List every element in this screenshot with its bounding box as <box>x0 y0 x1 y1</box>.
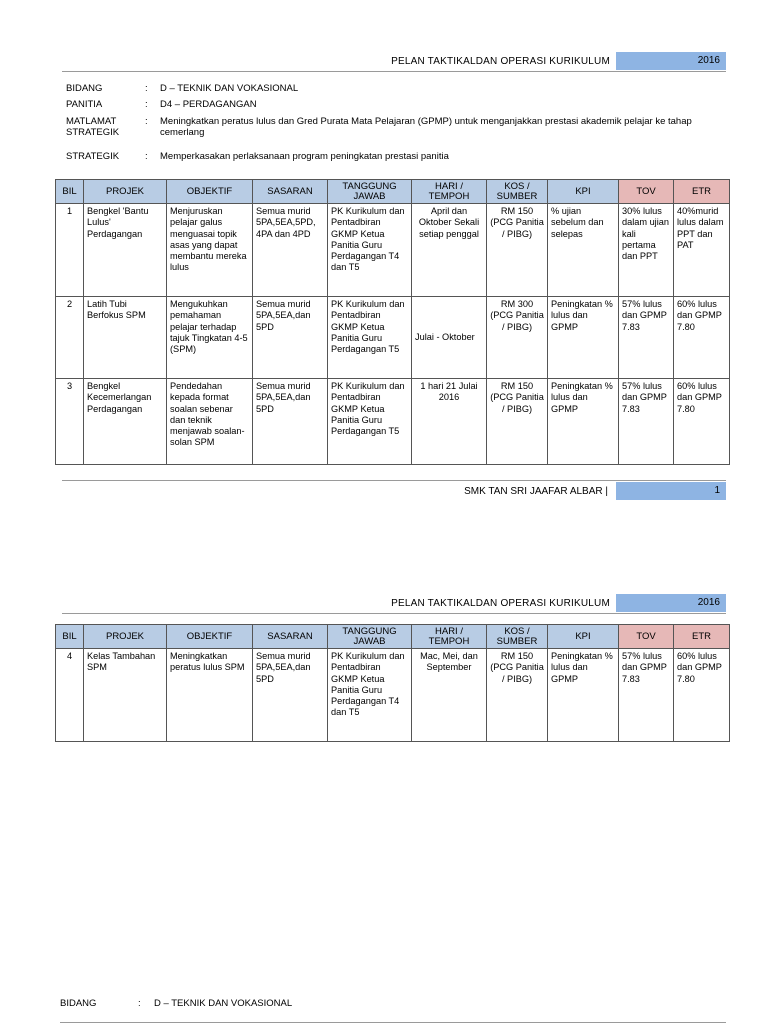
meta-label: BIDANG <box>60 998 97 1009</box>
plan-table <box>55 179 730 465</box>
cell-kos: RM 150 (PCG Panitia / PIBG) <box>487 204 548 297</box>
cell-tanggungjawab: PK Kurikulum dan Pentadbiran GKMP Ketua Panitia Guru Perdagangan T4 dan T5 <box>328 204 412 297</box>
table-header-row <box>56 180 730 204</box>
cell-tov: 57% lulus dan GPMP 7.83 <box>619 297 674 379</box>
cell-sasaran: Semua murid 5PA,5EA,dan 5PD <box>253 379 328 465</box>
column-header: SASARAN <box>253 625 328 649</box>
cell-kos: RM 300 (PCG Panitia / PIBG) <box>487 297 548 379</box>
meta-colon: : <box>145 151 148 162</box>
cell-hari: April dan Oktober Sekali setiap penggal <box>412 204 487 297</box>
meta-bidang <box>60 998 293 1009</box>
cell-tanggungjawab: PK Kurikulum dan Pentadbiran GKMP Ketua Panitia Guru Perdagangan T5 <box>328 379 412 465</box>
column-header: BIL <box>56 625 84 649</box>
cell-projek: Bengkel Kecemerlangan Perdagangan <box>84 379 167 465</box>
column-header: PROJEK <box>84 180 167 204</box>
page-header-year: 2016 <box>616 594 726 612</box>
cell-hari: Mac, Mei, dan September <box>412 649 487 742</box>
meta-colon: : <box>145 83 148 94</box>
cell-projek: Bengkel 'Bantu Lulus' Perdagangan <box>84 204 167 297</box>
cell-bil: 3 <box>56 379 84 465</box>
cell-bil: 2 <box>56 297 84 379</box>
column-header: OBJEKTIF <box>167 625 253 649</box>
meta-label: BIDANG <box>66 83 103 94</box>
column-header: KOS / SUMBER <box>487 180 548 204</box>
meta-value: D – TEKNIK DAN VOKASIONAL <box>160 83 299 94</box>
cell-kos: RM 150 (PCG Panitia / PIBG) <box>487 649 548 742</box>
cell-sasaran: Semua murid 5PA,5EA,dan 5PD <box>253 649 328 742</box>
meta-colon: : <box>145 116 148 127</box>
meta-label: MATLAMAT STRATEGIK <box>66 116 120 138</box>
column-header: KPI <box>548 180 619 204</box>
cell-hari: 1 hari 21 Julai 2016 <box>412 379 487 465</box>
cell-etr: 60% lulus dan GPMP 7.80 <box>674 649 730 742</box>
page-header-title: PELAN TAKTIKALDAN OPERASI KURIKULUM <box>391 56 610 67</box>
cell-projek: Kelas Tambahan SPM <box>84 649 167 742</box>
page-footer <box>62 480 726 500</box>
column-header: BIL <box>56 180 84 204</box>
cell-kpi: Peningkatan % lulus dan GPMP <box>548 649 619 742</box>
cell-kpi: % ujian sebelum dan selepas <box>548 204 619 297</box>
page-header <box>62 594 726 614</box>
cell-kpi: Peningkatan % lulus dan GPMP <box>548 379 619 465</box>
cell-sasaran: Semua murid 5PA,5EA,5PD, 4PA dan 4PD <box>253 204 328 297</box>
plan-table <box>55 624 730 742</box>
cell-tov: 30% lulus dalam ujian kali pertama dan PPT <box>619 204 674 297</box>
cell-hari: Julai - Oktober <box>412 297 487 379</box>
cell-sasaran: Semua murid 5PA,5EA,dan 5PD <box>253 297 328 379</box>
cell-kpi: Peningkatan % lulus dan GPMP <box>548 297 619 379</box>
cell-objektif: Meningkatkan peratus lulus SPM <box>167 649 253 742</box>
column-header: TANGGUNG JAWAB <box>328 625 412 649</box>
cell-objektif: Menjuruskan pelajar galus menguasai topik asas yang dapat membantu mereka lulus <box>167 204 253 297</box>
cell-objektif: Pendedahan kepada format soalan sebenar dan teknik menjawab soalan-solan SPM <box>167 379 253 465</box>
column-header: PROJEK <box>84 625 167 649</box>
cell-objektif: Mengukuhkan pemahaman pelajar terhadap tajuk Tingkatan 4-5 (SPM) <box>167 297 253 379</box>
divider <box>60 1022 726 1023</box>
meta-colon: : <box>145 99 148 110</box>
column-header: TOV <box>619 625 674 649</box>
cell-tov: 57% lulus dan GPMP 7.83 <box>619 379 674 465</box>
table-row <box>56 204 730 297</box>
table-row <box>56 379 730 465</box>
cell-etr: 60% lulus dan GPMP 7.80 <box>674 379 730 465</box>
table-row <box>56 297 730 379</box>
cell-bil: 1 <box>56 204 84 297</box>
column-header: OBJEKTIF <box>167 180 253 204</box>
meta-value: D4 – PERDAGANGAN <box>160 99 257 110</box>
cell-bil: 4 <box>56 649 84 742</box>
meta-value: Meningkatkan peratus lulus dan Gred Purata Mata Pelajaran (GPMP) untuk menganjakkan prestasi akademik pelajar ke tahap cemerlang <box>160 116 692 138</box>
column-header: KOS / SUMBER <box>487 625 548 649</box>
cell-tanggungjawab: PK Kurikulum dan Pentadbiran GKMP Ketua Panitia Guru Perdagangan T5 <box>328 297 412 379</box>
table-header-row <box>56 625 730 649</box>
meta-label: PANITIA <box>66 99 103 110</box>
column-header: TANGGUNG JAWAB <box>328 180 412 204</box>
column-header: ETR <box>674 180 730 204</box>
page-header-title: PELAN TAKTIKALDAN OPERASI KURIKULUM <box>391 598 610 609</box>
cell-projek: Latih Tubi Berfokus SPM <box>84 297 167 379</box>
cell-tanggungjawab: PK Kurikulum dan Pentadbiran GKMP Ketua Panitia Guru Perdagangan T4 dan T5 <box>328 649 412 742</box>
column-header: KPI <box>548 625 619 649</box>
cell-etr: 40%murid lulus dalam PPT dan PAT <box>674 204 730 297</box>
footer-page-number: 1 <box>616 482 726 500</box>
meta-value: D – TEKNIK DAN VOKASIONAL <box>154 998 293 1009</box>
column-header: TOV <box>619 180 674 204</box>
column-header: ETR <box>674 625 730 649</box>
cell-kos: RM 150 (PCG Panitia / PIBG) <box>487 379 548 465</box>
meta-colon: : <box>138 998 141 1009</box>
table-row <box>56 649 730 742</box>
meta-value: Memperkasakan perlaksanaan program peningkatan prestasi panitia <box>160 151 449 162</box>
column-header: SASARAN <box>253 180 328 204</box>
page-header-year: 2016 <box>616 52 726 70</box>
cell-tov: 57% lulus dan GPMP 7.83 <box>619 649 674 742</box>
page-header <box>62 52 726 72</box>
column-header: HARI / TEMPOH <box>412 625 487 649</box>
meta-label: STRATEGIK <box>66 151 120 162</box>
column-header: HARI / TEMPOH <box>412 180 487 204</box>
footer-school: SMK TAN SRI JAAFAR ALBAR | <box>464 486 608 497</box>
cell-etr: 60% lulus dan GPMP 7.80 <box>674 297 730 379</box>
